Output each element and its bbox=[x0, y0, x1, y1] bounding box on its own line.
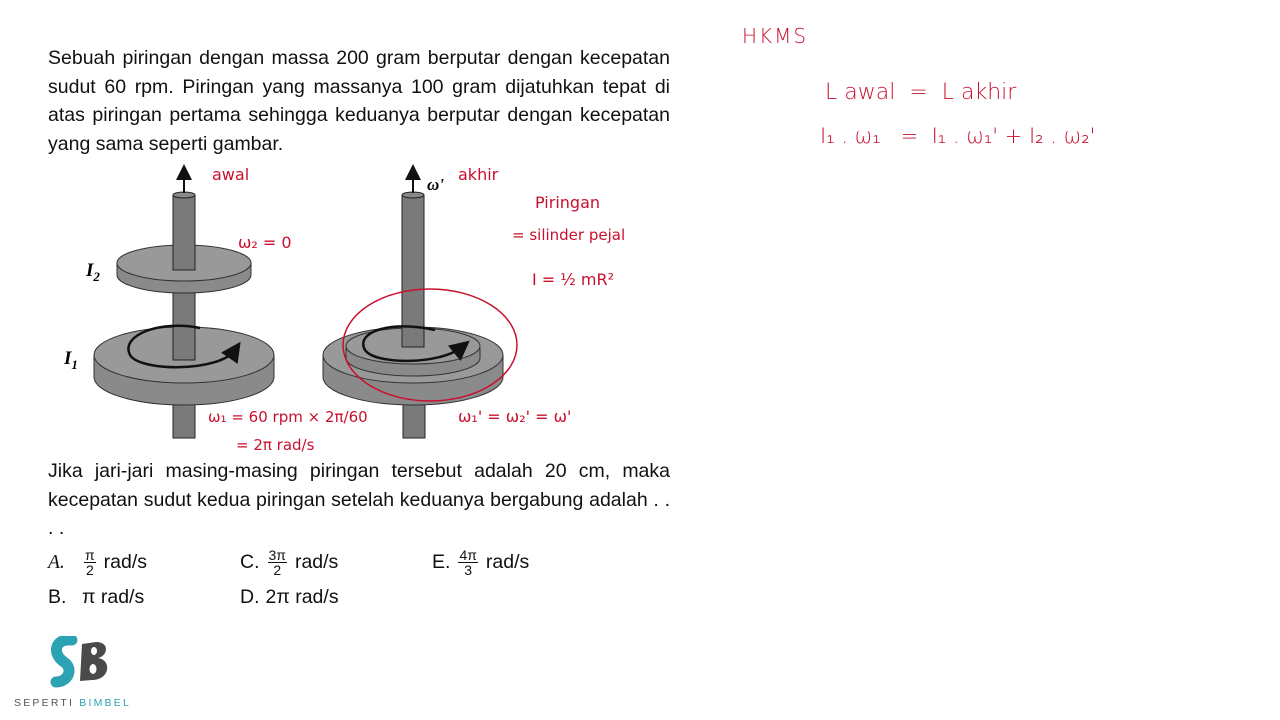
option-text: 2π rad/s bbox=[265, 586, 339, 608]
option-letter: E. bbox=[432, 551, 451, 573]
label-i1: $I_1$ bbox=[64, 348, 78, 372]
ink-w1-result: = 2π rad/s bbox=[236, 436, 315, 454]
brand-name-part2: BIMBEL bbox=[79, 697, 131, 709]
option-fraction: $\frac{4\pi}{3}$ bbox=[459, 547, 477, 578]
ink-eq-momentum: L awal = L akhir bbox=[825, 80, 1017, 105]
ink-eq-inertia: I₁ . ω₁ = I₁ . ω₁' + I₂ . ω₂' bbox=[820, 124, 1096, 148]
option-e[interactable] bbox=[432, 548, 529, 577]
option-letter: A. bbox=[48, 551, 65, 573]
option-b[interactable] bbox=[48, 586, 144, 609]
option-text: π rad/s bbox=[82, 586, 145, 608]
ink-awal: awal bbox=[212, 165, 250, 184]
brand-name-part1: SEPERTI bbox=[14, 697, 75, 709]
final-state-diagram bbox=[323, 172, 517, 438]
option-letter: B. bbox=[48, 586, 67, 608]
sb-logo-icon bbox=[44, 636, 134, 688]
question-intro: Sebuah piringan dengan massa 200 gram berputar dengan kecepatan sudut 60 rpm. Piringan yang massanya 100 gram dijatuhkan tepat di atas piringan pertama sehingga keduanya berputar dengan kecepatan yang sama seperti gambar. bbox=[48, 47, 670, 155]
ink-piringan: Piringan bbox=[535, 193, 601, 212]
option-unit: rad/s bbox=[294, 551, 339, 573]
ink-hkms: HKMS bbox=[742, 24, 809, 48]
ink-akhir: akhir bbox=[458, 165, 499, 184]
axle-top bbox=[173, 195, 195, 270]
option-fraction: $\frac{3\pi}{2}$ bbox=[268, 547, 286, 578]
disc-figure bbox=[40, 160, 680, 460]
initial-state-diagram bbox=[63, 172, 274, 438]
seperti-bimbel-logo bbox=[14, 636, 134, 709]
option-unit: rad/s bbox=[103, 551, 148, 573]
ink-silinder: = silinder pejal bbox=[512, 226, 626, 244]
option-fraction: $\frac{\pi}{2}$ bbox=[85, 547, 95, 578]
option-unit: rad/s bbox=[485, 551, 530, 573]
ink-w-equal: ω₁' = ω₂' = ω' bbox=[458, 407, 572, 426]
label-i2: $I_2$ bbox=[86, 260, 100, 284]
option-letter: D. bbox=[240, 586, 260, 608]
ink-w1-calc: ω₁ = 60 rpm × 2π/60 bbox=[208, 408, 368, 426]
option-a[interactable] bbox=[48, 548, 147, 577]
ink-inertia: I = ½ mR² bbox=[532, 270, 615, 289]
option-d[interactable] bbox=[240, 586, 339, 609]
ink-w2-zero: ω₂ = 0 bbox=[238, 233, 292, 252]
option-c[interactable] bbox=[240, 548, 338, 577]
question-prompt: Jika jari-jari masing-masing piringan tersebut adalah 20 cm, maka kecepatan sudut kedua piringan setelah keduanya bergabung adalah . . . . bbox=[48, 460, 670, 540]
option-letter: C. bbox=[240, 551, 260, 573]
label-omega-prime: ω' bbox=[427, 175, 445, 194]
